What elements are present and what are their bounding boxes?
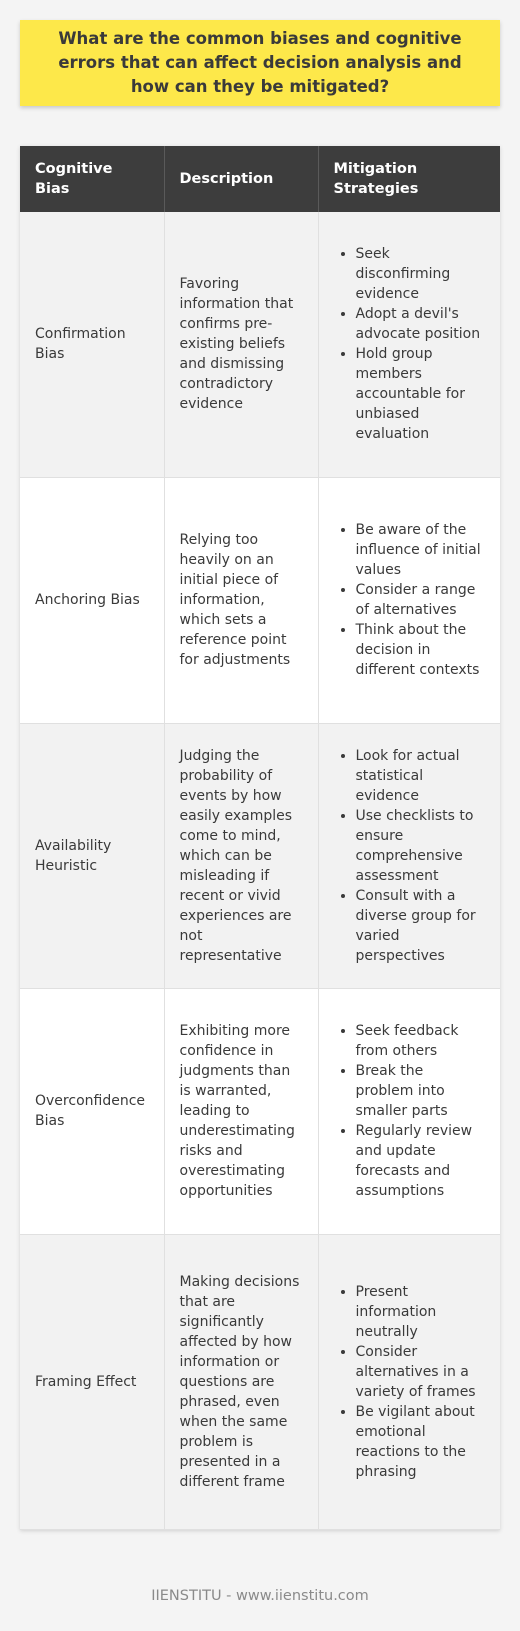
header-cognitive-bias: Cognitive Bias <box>20 146 164 212</box>
list-item: • Seek disconfirming evidence <box>356 244 486 304</box>
mitigation-cell <box>318 212 500 477</box>
mitigation-cell <box>318 988 500 1234</box>
header-mitigation-strategies: Mitigation Strategies <box>318 146 500 212</box>
footer-credit: IIENSTITU - www.iienstitu.com <box>151 1588 369 1604</box>
list-item: • Consider alternatives in a variety of frames <box>356 1342 486 1402</box>
list-item: • Consider a range of alternatives <box>356 580 486 620</box>
mitigation-cell <box>318 477 500 723</box>
bias-table <box>20 146 500 1530</box>
bias-name: Availability Heuristic <box>20 723 164 988</box>
table-row <box>20 723 500 988</box>
header-description: Description <box>164 146 318 212</box>
mitigation-list <box>334 1021 486 1201</box>
bias-name: Overconfidence Bias <box>20 988 164 1234</box>
bias-name: Confirmation Bias <box>20 212 164 477</box>
list-item: • Adopt a devil's advocate position <box>356 304 486 344</box>
mitigation-cell <box>318 723 500 988</box>
list-item: • Think about the decision in different contexts <box>356 620 486 680</box>
list-item: • Regularly review and update forecasts and assumptions <box>356 1121 486 1201</box>
mitigation-list <box>334 520 486 680</box>
bias-name: Framing Effect <box>20 1234 164 1529</box>
table-row <box>20 477 500 723</box>
bias-name: Anchoring Bias <box>20 477 164 723</box>
list-item: • Seek feedback from others <box>356 1021 486 1061</box>
table-header-row <box>20 146 500 212</box>
bias-description: Relying too heavily on an initial piece of information, which sets a reference point for adjustments <box>164 477 318 723</box>
mitigation-list <box>334 746 486 966</box>
bias-description: Judging the probability of events by how easily examples come to mind, which can be misleading if recent or vivid experiences are not representative <box>164 723 318 988</box>
title-banner <box>20 20 500 106</box>
table-row <box>20 988 500 1234</box>
bias-description: Making decisions that are significantly affected by how information or questions are phrased, even when the same problem is presented in a different frame <box>164 1234 318 1529</box>
list-item: • Be aware of the influence of initial values <box>356 520 486 580</box>
mitigation-list <box>334 1282 486 1482</box>
list-item: • Use checklists to ensure comprehensive assessment <box>356 806 486 886</box>
table-row <box>20 212 500 477</box>
bias-description: Exhibiting more confidence in judgments than is warranted, leading to underestimating risks and overestimating opportunities <box>164 988 318 1234</box>
list-item: • Consult with a diverse group for varied perspectives <box>356 886 486 966</box>
mitigation-list <box>334 244 486 444</box>
list-item: • Hold group members accountable for unbiased evaluation <box>356 344 486 444</box>
list-item: • Be vigilant about emotional reactions to the phrasing <box>356 1402 486 1482</box>
list-item: • Break the problem into smaller parts <box>356 1061 486 1121</box>
table-row <box>20 1234 500 1529</box>
list-item: • Look for actual statistical evidence <box>356 746 486 806</box>
bias-description: Favoring information that confirms pre-existing beliefs and dismissing contradictory evidence <box>164 212 318 477</box>
list-item: • Present information neutrally <box>356 1282 486 1342</box>
mitigation-cell <box>318 1234 500 1529</box>
page-title: What are the common biases and cognitive errors that can affect decision analysis and how can they be mitigated? <box>58 29 462 96</box>
